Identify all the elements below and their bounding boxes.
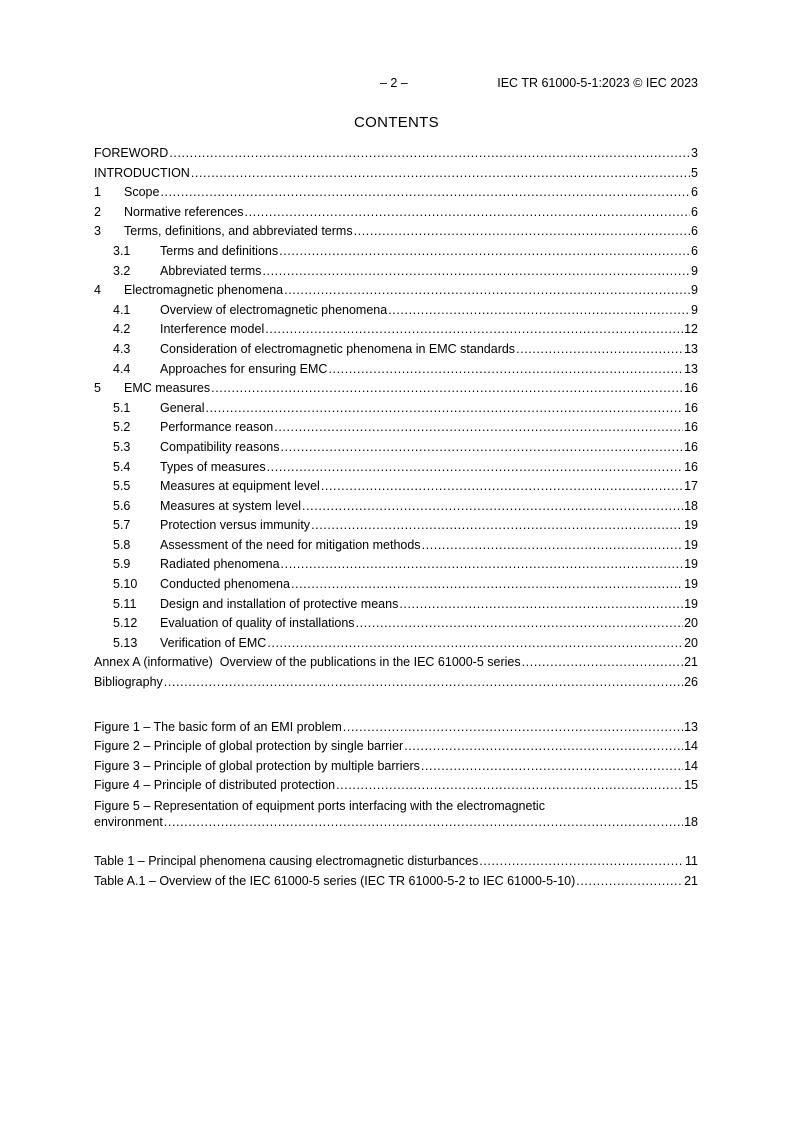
toc-entry-5-1[interactable]: 5.1 General ..... 16: [94, 399, 698, 419]
toc-entry-introduction[interactable]: INTRODUCTION ..... 5: [94, 164, 698, 184]
figure-entry-4[interactable]: Figure 4 – Principle of distributed protection ..... 15: [94, 776, 698, 796]
toc-entry-5-7[interactable]: 5.7 Protection versus immunity ..... 19: [94, 516, 698, 536]
toc-entry-5-4[interactable]: 5.4 Types of measures ..... 16: [94, 458, 698, 478]
document-reference: IEC TR 61000-5-1:2023 © IEC 2023: [497, 76, 698, 90]
toc-entry-5-9[interactable]: 5.9 Radiated phenomena ..... 19: [94, 555, 698, 575]
toc-entry-4-2[interactable]: 4.2 Interference model ..... 12: [94, 320, 698, 340]
figure-entry-2[interactable]: Figure 2 – Principle of global protection by single barrier ..... 14: [94, 737, 698, 757]
toc-entry-5-8[interactable]: 5.8 Assessment of the need for mitigation methods ..... 19: [94, 536, 698, 556]
toc-entry-3-2[interactable]: 3.2 Abbreviated terms ..... 9: [94, 262, 698, 282]
toc-entry-5-13[interactable]: 5.13 Verification of EMC ..... 20: [94, 634, 698, 654]
page-header: [94, 76, 698, 92]
toc-entry-5-3[interactable]: 5.3 Compatibility reasons ..... 16: [94, 438, 698, 458]
page-number: – 2 –: [380, 76, 408, 90]
table-entry-1[interactable]: Table 1 – Principal phenomena causing electromagnetic disturbances ..... 11: [94, 852, 698, 872]
toc-entry-5-2[interactable]: 5.2 Performance reason ..... 16: [94, 418, 698, 438]
table-of-contents: [94, 144, 698, 891]
figure-entry-5[interactable]: Figure 5 – Representation of equipment ports interfacing with the electromagnetic environment ..... 18: [94, 798, 698, 830]
figure-entry-1[interactable]: Figure 1 – The basic form of an EMI problem ..... 13: [94, 718, 698, 738]
toc-entry-4-3[interactable]: 4.3 Consideration of electromagnetic phenomena in EMC standards ..... 13: [94, 340, 698, 360]
table-entry-a1[interactable]: Table A.1 – Overview of the IEC 61000-5 series (IEC TR 61000-5-2 to IEC 61000-5-10) ..... 21: [94, 872, 698, 892]
toc-entry-1[interactable]: 1 Scope ..... 6: [94, 183, 698, 203]
toc-entry-3-1[interactable]: 3.1 Terms and definitions ..... 6: [94, 242, 698, 262]
toc-entry-3[interactable]: 3 Terms, definitions, and abbreviated terms ..... 6: [94, 222, 698, 242]
toc-entry-5-12[interactable]: 5.12 Evaluation of quality of installations ..... 20: [94, 614, 698, 634]
toc-entry-4-4[interactable]: 4.4 Approaches for ensuring EMC ..... 13: [94, 360, 698, 380]
toc-entry-5-10[interactable]: 5.10 Conducted phenomena ..... 19: [94, 575, 698, 595]
toc-entry-5-11[interactable]: 5.11 Design and installation of protective means ..... 19: [94, 595, 698, 615]
figure-entry-3[interactable]: Figure 3 – Principle of global protection by multiple barriers ..... 14: [94, 757, 698, 777]
toc-entry-4[interactable]: 4 Electromagnetic phenomena ..... 9: [94, 281, 698, 301]
toc-entry-annex-a[interactable]: Annex A (informative) Overview of the publications in the IEC 61000-5 series ..... 21: [94, 653, 698, 673]
toc-entry-5-6[interactable]: 5.6 Measures at system level ..... 18: [94, 497, 698, 517]
toc-entry-4-1[interactable]: 4.1 Overview of electromagnetic phenomena ..... 9: [94, 301, 698, 321]
toc-entry-5-5[interactable]: 5.5 Measures at equipment level ..... 17: [94, 477, 698, 497]
toc-entry-foreword[interactable]: FOREWORD ..... 3: [94, 144, 698, 164]
toc-entry-2[interactable]: 2 Normative references ..... 6: [94, 203, 698, 223]
page-title: CONTENTS: [354, 114, 439, 131]
toc-entry-5[interactable]: 5 EMC measures ..... 16: [94, 379, 698, 399]
toc-entry-bibliography[interactable]: Bibliography ..... 26: [94, 673, 698, 693]
